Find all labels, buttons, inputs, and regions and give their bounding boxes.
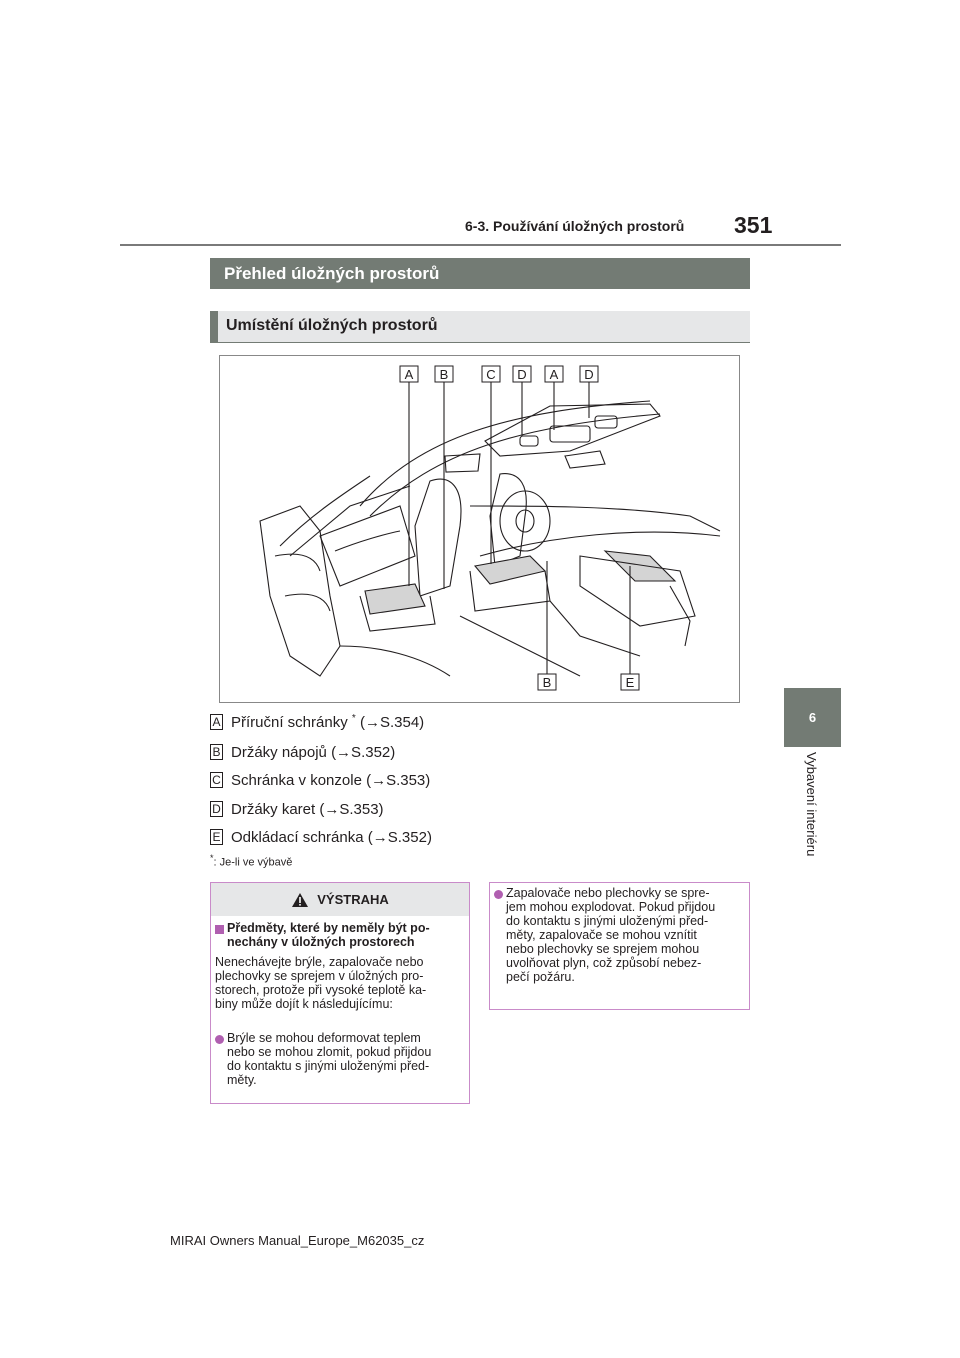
legend-text: Příruční schránky * (→S.354) bbox=[231, 713, 425, 731]
warning-title-row bbox=[211, 883, 469, 916]
footnote: *: Je-li ve výbavě bbox=[210, 853, 293, 869]
section-header: 6-3. Používání úložných prostorů bbox=[465, 218, 685, 234]
legend-item-d bbox=[210, 799, 384, 819]
legend-key: B bbox=[210, 744, 223, 760]
legend-key: D bbox=[210, 801, 223, 817]
legend-item-a bbox=[210, 712, 424, 732]
page-number: 351 bbox=[734, 212, 773, 238]
bullet-dot-icon bbox=[494, 890, 503, 899]
warning-heading: Předměty, které by neměly být po- nechány v úložných prostorech bbox=[227, 921, 430, 949]
figure-label-a: A bbox=[549, 367, 559, 382]
legend-item-c bbox=[210, 770, 430, 790]
legend-item-b bbox=[210, 742, 395, 762]
legend-text: Držáky karet (→S.353) bbox=[231, 800, 384, 818]
warning-panel bbox=[210, 882, 470, 1104]
figure-label-d: D bbox=[584, 367, 594, 382]
legend-text: Držáky nápojů (→S.352) bbox=[231, 743, 396, 761]
figure-label-c: C bbox=[486, 367, 496, 382]
figure-label-d: D bbox=[517, 367, 527, 382]
chapter-tab: 6 bbox=[784, 688, 841, 747]
figure-label-b: B bbox=[542, 675, 552, 690]
interior-drawing bbox=[220, 356, 739, 702]
legend-text: Odkládací schránka (→S.352) bbox=[231, 828, 432, 846]
warning-continued-panel bbox=[489, 882, 750, 1010]
legend-key: A bbox=[210, 714, 223, 730]
interior-illustration bbox=[219, 355, 740, 703]
square-bullet-icon bbox=[215, 925, 224, 934]
footer: MIRAI Owners Manual_Europe_M62035_cz bbox=[170, 1233, 425, 1248]
warning-body: Nenechávejte brýle, zapalovače nebo plechovky se sprejem v úložných pro- storech, protože při vysoké teplotě ka- biny může dojít k následujícímu: bbox=[215, 955, 427, 1011]
warning-title: VÝSTRAHA bbox=[317, 892, 389, 907]
figure-label-b: B bbox=[439, 367, 449, 382]
header-rule bbox=[120, 244, 841, 246]
chapter-label: Vybavení interiéru bbox=[804, 752, 819, 857]
warning-continued-text: Zapalovače nebo plechovky se spre- jem mohou explodovat. Pokud přijdou do kontaktu s jinými uloženými před- měty, zapalovače se mohou vznítit nebo plechovky se sprejem mohou uvolňovat plyn, což způsobí nebez- pečí požáru. bbox=[506, 886, 716, 984]
warning-bullet: Brýle se mohou deformovat teplem nebo se mohou zlomit, pokud přijdou do kontaktu s jinými uloženými před- měty. bbox=[227, 1031, 432, 1087]
bullet-dot-icon bbox=[215, 1035, 224, 1044]
warning-icon bbox=[291, 892, 309, 908]
legend-item-e bbox=[210, 827, 432, 847]
legend-key: C bbox=[210, 772, 223, 788]
legend-key: E bbox=[210, 829, 223, 845]
legend-text: Schránka v konzole (→S.353) bbox=[231, 771, 431, 789]
figure-label-e: E bbox=[625, 675, 635, 690]
figure-label-a: A bbox=[404, 367, 414, 382]
page-title: Přehled úložných prostorů bbox=[210, 258, 750, 289]
section-subtitle: Umístění úložných prostorů bbox=[210, 311, 750, 343]
chapter-label-container bbox=[804, 752, 824, 902]
